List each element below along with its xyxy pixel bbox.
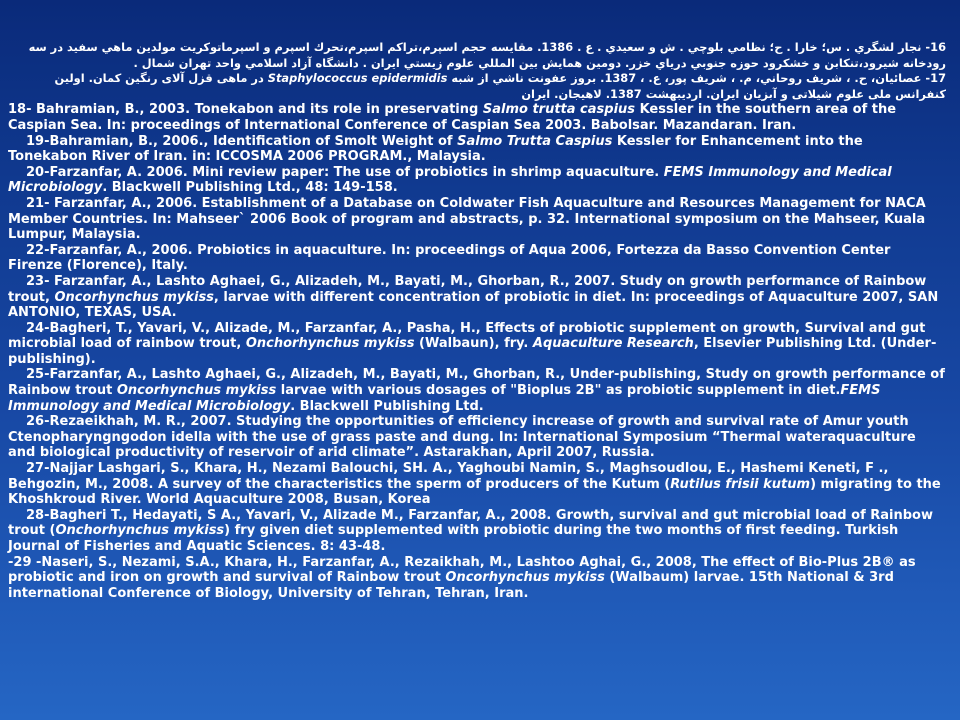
reference-italic-text: Rutilus frisii kutum	[670, 476, 811, 492]
reference-text: Rezaeikhah, M. R., 2007. Studying the opportunities of efficiency increase of growth and survival rate of Amur youth Ctenopharyngngodon idella with the use of grass paste and dung. In: International Symposium “Thermal wateraquaculture and biological productivity of reservoir of arid climate”. Astarakhan, April 2007, Russia.	[8, 414, 916, 461]
reference-italic-text: Salmo Trutta Caspius	[457, 133, 613, 149]
reference-italic-text: Oncorhynchus mykiss	[445, 570, 605, 586]
reference-text: ) migrating to the Khoshkroud River. World Aquaculture 2008, Busan, Korea	[8, 476, 941, 508]
reference-text: نجار لشگري . س؛ خارا . ح؛ نظامي بلوچي . ش و سعيدي . ع . 1386. مقايسه حجم اسپرم،تراكم اسپرم،تحرك اسپرم و اسپرماتوكريت مولدين ماهي سفيد در سه رودخانه شيرود،تنكابن و خشكرود حوزه جنوبي درياي خزر. دومين همايش بين المللي علوم زيستي ايران . دانشگاه آزاد اسلامي واحد تهران شمال .	[28, 40, 946, 70]
reference-text: Kessler in the southern area of the Caspian Sea. In: proceedings of International Conference of Caspian Sea 2003. Babolsar. Mazandaran. Iran.	[8, 102, 897, 133]
reference-text: Najjar Lashgari, S., Khara, H., Nezami Balouchi, SH. A., Yaghoubi Namin, S., Maghsoudlou, E., Hashemi Keneti, F ., Behgozin, M., 2008. A survey of the characteristics the sperm of producers of the Kutum (	[8, 461, 889, 492]
reference-26	[8, 414, 946, 461]
reference-number: 17-	[925, 71, 946, 86]
reference-text: Kessler for Enhancement into the Tonekabon River of Iran. in: ICCOSMA 2006 PROGRAM., Malaysia.	[8, 133, 863, 165]
reference-italic-text: Onchorhynchus mykiss	[245, 336, 415, 352]
reference-number: 25-	[26, 367, 50, 383]
reference-number: 19-	[26, 133, 50, 149]
reference-number: 20-	[26, 164, 50, 180]
reference-italic-text: FEMS Immunology and Medical Microbiology	[8, 164, 892, 196]
reference-text: Bahramian, B., 2003. Tonekabon and its role in preservating	[31, 102, 483, 118]
reference-text: عصائيان، ح. ، شريف روحاني، م. ، شريف پور، ع. ، 1387. بروز عفونت ناشي از شبه	[447, 71, 926, 86]
reference-italic-text: Staphylococcus epidermidis	[267, 71, 448, 86]
reference-italic-text: Onchorhynchus mykiss	[55, 523, 225, 539]
reference-list	[8, 40, 946, 601]
reference-20	[8, 165, 946, 196]
reference-24	[8, 321, 946, 368]
reference-number: 27-	[26, 461, 50, 477]
reference-number: 22-	[26, 242, 50, 258]
reference-text: (Walbaum) larvae. 15th National & 3rd international Conference of Biology, University of Tehran, Tehran, Iran.	[8, 570, 894, 601]
reference-number: 18-	[8, 102, 32, 118]
reference-text: . Blackwell Publishing Ltd.	[290, 398, 484, 414]
reference-17	[8, 71, 946, 102]
reference-text: , Elsevier Publishing Ltd. (Under- publishing).	[8, 336, 937, 367]
reference-23	[8, 274, 946, 321]
reference-italic-text: Salmo trutta caspius	[482, 102, 636, 118]
reference-number: 21-	[26, 195, 50, 211]
reference-text: ) fry given diet supplemented with probiotic during the two months of first feeding. Turkish Journal of Fisheries and Aquatic Sciences. 8: 43-48.	[8, 523, 899, 554]
reference-text: (Walbaun), fry.	[414, 336, 533, 352]
reference-italic-text: Oncorhynchus mykiss	[116, 383, 277, 399]
reference-text: Farzanfar, A., 2006. Establishment of a Database on Coldwater Fish Aquaculture and Resources Management for NACA Member Countries. In: Mahseer` 2006 Book of program and abstracts, p. 32. International symposium on the Mahseer, Kuala Lumpur, Malaysia.	[8, 195, 926, 243]
reference-text: Bagheri, T., Yavari, V., Alizade, M., Farzanfar, A., Pasha, H., Effects of probiotic supplement on growth, Survival and gut microbial load of rainbow trout,	[8, 320, 926, 352]
reference-18	[8, 102, 946, 133]
reference-text: . Blackwell Publishing Ltd., 48: 149-158.	[102, 180, 398, 196]
reference-text: larvae with various dosages of "Bioplus 2B" as probiotic supplement in diet.	[276, 383, 841, 399]
reference-text: Bagheri T., Hedayati, S A., Yavari, V., Alizade M., Farzanfar, A., 2008. Growth, survival and gut microbial load of Rainbow trout (	[8, 507, 933, 539]
reference-text: Farzanfar, A., Lashto Aghaei, G., Alizadeh, M., Bayati, M., Ghorban, R., Under-publishing, Study on growth performance of Rainbow trout	[8, 367, 945, 399]
reference-text: Farzanfar, A., 2006. Probiotics in aquaculture. In: proceedings of Aqua 2006, Fortezza da Basso Convention Center Firenze (Florence), Italy.	[8, 242, 891, 274]
reference-text: Farzanfar, A. 2006. Mini review paper: The use of probiotics in shrimp aquaculture.	[49, 164, 664, 180]
reference-number: -29	[8, 554, 32, 570]
reference-number: 23-	[26, 273, 50, 289]
reference-italic-text: FEMS Immunology and Medical Microbiology	[8, 383, 881, 414]
reference-text: , larvae with different concentration of probiotic in diet. In: proceedings of Aquaculture 2007, SAN ANTONIO, TEXAS, USA.	[8, 289, 939, 321]
reference-21	[8, 196, 946, 243]
reference-27	[8, 461, 946, 508]
reference-italic-text: Oncorhynchus mykiss	[54, 289, 214, 305]
reference-22	[8, 243, 946, 274]
reference-text: -Naseri, S., Nezami, S.A., Khara, H., Farzanfar, A., Rezaikhah, M., Lashtoo Aghai, G., 2008, The effect of Bio-Plus 2B® as probiotic and iron on growth and survival of Rainbow trout	[8, 554, 916, 586]
reference-28	[8, 508, 946, 555]
reference-25	[8, 367, 946, 414]
reference-number: 28-	[26, 507, 50, 523]
reference-29	[8, 555, 946, 602]
reference-16	[8, 40, 946, 71]
reference-text: Bahramian, B., 2006., Identification of Smolt Weight of	[49, 133, 458, 149]
reference-19	[8, 134, 946, 165]
reference-text: Farzanfar, A., Lashto Aghaei, G., Alizadeh, M., Bayati, M., Ghorban, R., 2007. Study on growth performance of Rainbow trout,	[8, 273, 927, 305]
reference-number: 24-	[26, 320, 50, 336]
reference-number: 16-	[925, 40, 946, 54]
reference-text: در ماهی قزل آلای رنگین کمان. اولین کنفرانس ملی علوم شيلاتی و آبزيان ايران. ارديبهشت 1387. لاهيجان. ايران	[54, 71, 946, 101]
reference-italic-text: Aquaculture Research	[532, 336, 694, 352]
reference-number: 26-	[26, 414, 50, 430]
